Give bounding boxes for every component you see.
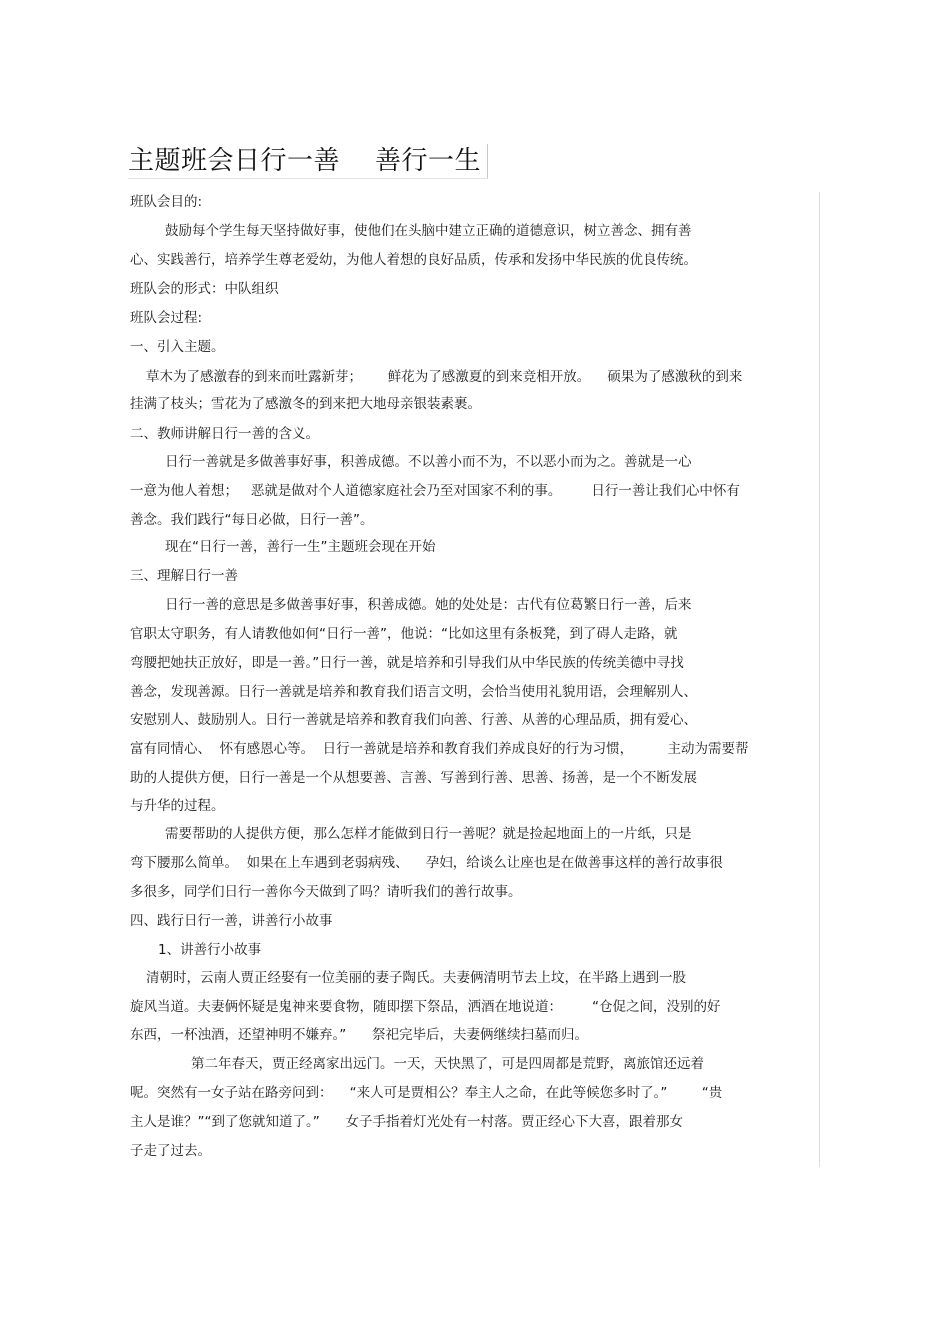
text-line: 与升华的过程。 <box>130 798 225 814</box>
text-line: 心、实践善行，培养学生尊老爱幼，为他人着想的良好品质，传承和发扬中华民族的优良传统。 <box>130 252 697 268</box>
text-line: 现在“日行一善，善行一生”主题班会现在开始 <box>165 539 436 555</box>
text-line: 班队会的形式：中队组织 <box>130 281 279 297</box>
text-line: 日行一善就是多做善事好事，积善成德。不以善小而不为，不以恶小而为之。善就是一心 <box>165 454 692 470</box>
text-line: 班队会过程: <box>130 310 203 326</box>
text-line: 主人是谁？”“到了您就知道了。” 女子手指着灯光处有一村落。贾正经心下大喜，跟着那女 <box>130 1114 683 1130</box>
text-line: 呢。突然有一女子站在路旁问到： “来人可是贾相公？奉主人之命，在此等候您多时了。” “贵 <box>130 1085 723 1101</box>
text-line: 子走了过去。 <box>130 1143 211 1159</box>
text-line: 善念，发现善源。日行一善就是培养和教育我们语言文明，会恰当使用礼貌用语，会理解别人、 <box>130 684 697 700</box>
section-heading: 二、教师讲解日行一善的含义。 <box>130 426 319 442</box>
text-line: 一意为他人着想； 恶就是做对个人道德家庭社会乃至对国家不利的事。 日行一善让我们心中怀有 <box>130 483 740 499</box>
text-line: 弯腰把她扶正放好，即是一善。”日行一善，就是培养和引导我们从中华民族的传统美德中寻找 <box>130 655 684 671</box>
text-line: 清朝时，云南人贾正经娶有一位美丽的妻子陶氏。夫妻俩清明节去上坟，在半路上遇到一股 <box>146 970 686 986</box>
text-line: 富有同情心、 怀有感恩心等。 日行一善就是培养和教育我们养成良好的行为习惯， 主动为需要帮 <box>130 741 749 757</box>
text-line: 东西，一杯浊酒，还望神明不嫌弃。” 祭祀完毕后，夫妻俩继续扫墓而归。 <box>130 1027 588 1043</box>
title-box <box>128 144 488 179</box>
text-line: 旋风当道。夫妻俩怀疑是鬼神来要食物，随即摆下祭品，洒酒在地说道： “仓促之间，没别的好 <box>130 999 721 1015</box>
text-line: 弯下腰那么简单。 如果在上车遇到老弱病残、 孕妇，给谈么让座也是在做善事这样的善行故事很 <box>130 855 723 871</box>
text-line: 第二年春天，贾正经离家出远门。一天，天快黑了，可是四周都是荒野，离旅馆还远着 <box>191 1056 704 1072</box>
section-heading: 三、理解日行一善 <box>130 568 238 584</box>
text-line: 挂满了枝头；雪花为了感激冬的到来把大地母亲银装素裹。 <box>130 396 481 412</box>
text-line: 官职太守职务，有人请教他如何“日行一善”，他说：“比如这里有条板凳，到了碍人走路，就 <box>130 626 678 642</box>
right-margin-rule <box>819 192 820 1167</box>
section-heading: 四、践行日行一善，讲善行小故事 <box>130 913 333 929</box>
text-line: 班队会目的: <box>130 194 203 210</box>
text-line: 安慰别人、鼓励别人。日行一善就是培养和教育我们向善、行善、从善的心理品质，拥有爱心、 <box>130 712 697 728</box>
text-line: 日行一善的意思是多做善事好事，积善成德。她的处处是：古代有位葛繁日行一善，后来 <box>165 597 692 613</box>
text-line: 多很多，同学们日行一善你今天做到了吗？请听我们的善行故事。 <box>130 884 522 900</box>
text-line: 草木为了感激春的到来而吐露新芽； 鲜花为了感激夏的到来竞相开放。 硕果为了感激秋的到来 <box>146 369 743 385</box>
section-heading: 一、引入主题。 <box>130 339 225 355</box>
text-line: 助的人提供方便，日行一善是一个从想要善、言善、写善到行善、思善、扬善，是一个不断发展 <box>130 770 697 786</box>
text-line: 善念。我们践行“每日必做，日行一善”。 <box>130 512 374 528</box>
text-line: 鼓励每个学生每天坚持做好事，使他们在头脑中建立正确的道德意识，树立善念、拥有善 <box>165 223 692 239</box>
subsection-heading: 1、讲善行小故事 <box>158 942 262 958</box>
text-line: 需要帮助的人提供方便，那么怎样才能做到日行一善呢？就是捡起地面上的一片纸，只是 <box>165 826 692 842</box>
document-title: 主题班会日行一善 善行一生 <box>128 146 482 176</box>
